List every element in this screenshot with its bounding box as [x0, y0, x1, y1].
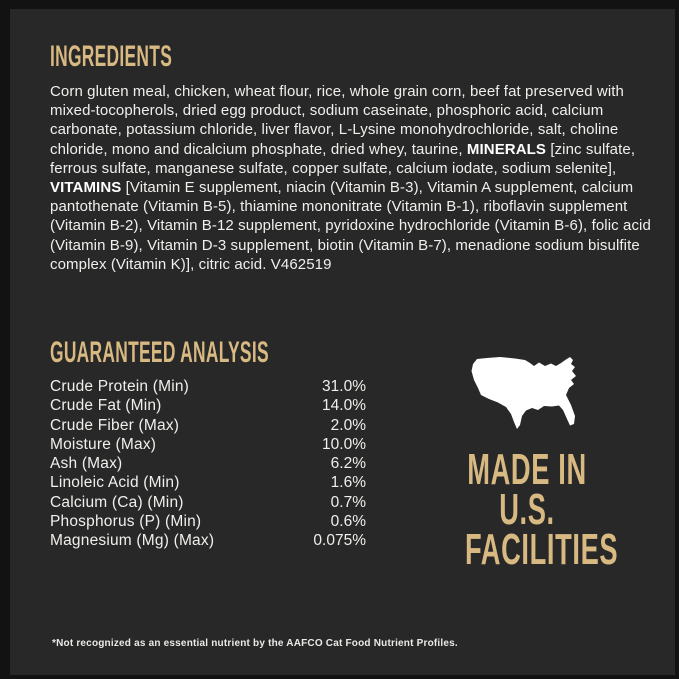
analysis-value: 14.0%: [322, 397, 366, 415]
analysis-label: Linoleic Acid (Min): [50, 474, 180, 492]
analysis-label: Crude Fiber (Max): [50, 416, 180, 434]
us-map-icon: [467, 354, 587, 432]
analysis-label: Calcium (Ca) (Min): [50, 493, 184, 511]
analysis-row: [50, 473, 366, 492]
analysis-value: 0.6%: [330, 513, 366, 531]
analysis-table: [50, 377, 366, 551]
ingredients-segment: Corn gluten meal, chicken, wheat flour, rice, whole grain corn, beef fat preserved with mixed-tocopherols, dried egg product, sodium caseinate, phosphoric acid, calcium carbonate, potassium chloride, liver flavor, L-Lysine monohydrochloride, salt, choline chloride, mono and dicalcium phosphate, dried whey, taurine,: [50, 83, 624, 158]
made-in-line: U.S.: [499, 485, 555, 534]
analysis-row: [50, 396, 366, 415]
analysis-label: Moisture (Max): [50, 435, 157, 453]
analysis-value: 0.7%: [330, 493, 366, 511]
analysis-label: Crude Protein (Min): [50, 378, 190, 395]
made-in-text: [427, 445, 627, 574]
analysis-row: [50, 493, 366, 512]
made-in-badge: [427, 354, 627, 574]
analysis-label: Crude Fat (Min): [50, 397, 162, 415]
analysis-label: Phosphorus (P) (Min): [50, 513, 202, 531]
analysis-value: 10.0%: [322, 435, 366, 453]
guaranteed-analysis-title: GUARANTEED ANALYSIS: [50, 336, 269, 369]
minerals-label: MINERALS: [466, 140, 547, 158]
analysis-value: 2.0%: [330, 416, 366, 434]
analysis-label: Ash (Max): [50, 455, 123, 473]
analysis-label: Magnesium (Mg) (Max): [50, 532, 215, 550]
analysis-row: [50, 512, 366, 531]
analysis-row: [50, 416, 366, 435]
analysis-row: [50, 454, 366, 473]
made-in-line: FACILITIES: [465, 525, 619, 574]
footnote: *Not recognized as an essential nutrient by the AAFCO Cat Food Nutrient Profiles.: [52, 638, 458, 649]
label-panel: [10, 9, 675, 675]
analysis-value: 31.0%: [322, 378, 366, 395]
analysis-row: [50, 435, 366, 454]
ingredients-title: INGREDIENTS: [50, 40, 173, 73]
analysis-row: [50, 377, 366, 396]
ingredients-text: [50, 82, 667, 274]
ingredients-segment: [zinc sulfate, ferrous sulfate, manganese sulfate, copper sulfate, calcium iodate, sodium selenite],: [50, 140, 636, 177]
vitamins-label: VITAMINS: [50, 179, 122, 197]
made-in-line: MADE IN: [467, 445, 587, 494]
analysis-value: 0.075%: [313, 532, 366, 550]
analysis-row: [50, 531, 366, 550]
ingredients-segment: [Vitamin E supplement, niacin (Vitamin B-3), Vitamin A supplement, calcium pantothenate (Vitamin B-5), thiamine mononitrate (Vitamin B-1), riboflavin supplement (Vitamin B-2), Vitamin B-12 supplement, pyridoxine hydrochloride (Vitamin B-6), folic acid (Vitamin B-9), Vitamin D-3 supplement, biotin (Vitamin B-7), menadione sodium bisulfite complex (Vitamin K)], citric acid. V462519: [50, 179, 651, 273]
analysis-value: 1.6%: [330, 474, 366, 492]
analysis-value: 6.2%: [330, 455, 366, 473]
